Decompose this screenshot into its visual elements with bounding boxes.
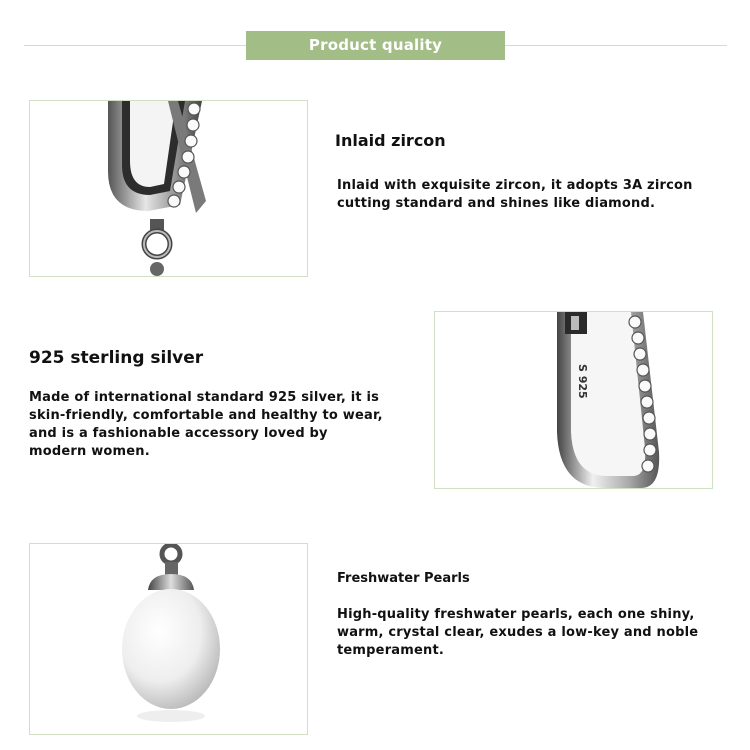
feature-title-silver: 925 sterling silver [29,348,204,368]
section-banner: Product quality [246,31,505,60]
feature-title-pearls: Freshwater Pearls [337,571,470,586]
feature-title-zircon: Inlaid zircon [335,131,446,150]
silver-stamp-image [434,311,713,489]
engraving-text: S 925 [576,364,589,399]
feature-description-zircon: Inlaid with exquisite zircon, it adopts 3A zircon cutting standard and shines like diamond. [337,178,693,211]
pearl-drop-image [29,543,308,735]
feature-description-silver: Made of international standard 925 silver, it is skin-friendly, comfortable and healthy to wear, and is a fashionable accessory loved by modern women. [29,390,383,459]
zircon-closeup-image [29,100,308,277]
header-divider-left [24,45,246,46]
feature-description-pearls: High-quality freshwater pearls, each one shiny, warm, crystal clear, exudes a low-key and noble temperament. [337,607,699,658]
header-divider-right [505,45,727,46]
